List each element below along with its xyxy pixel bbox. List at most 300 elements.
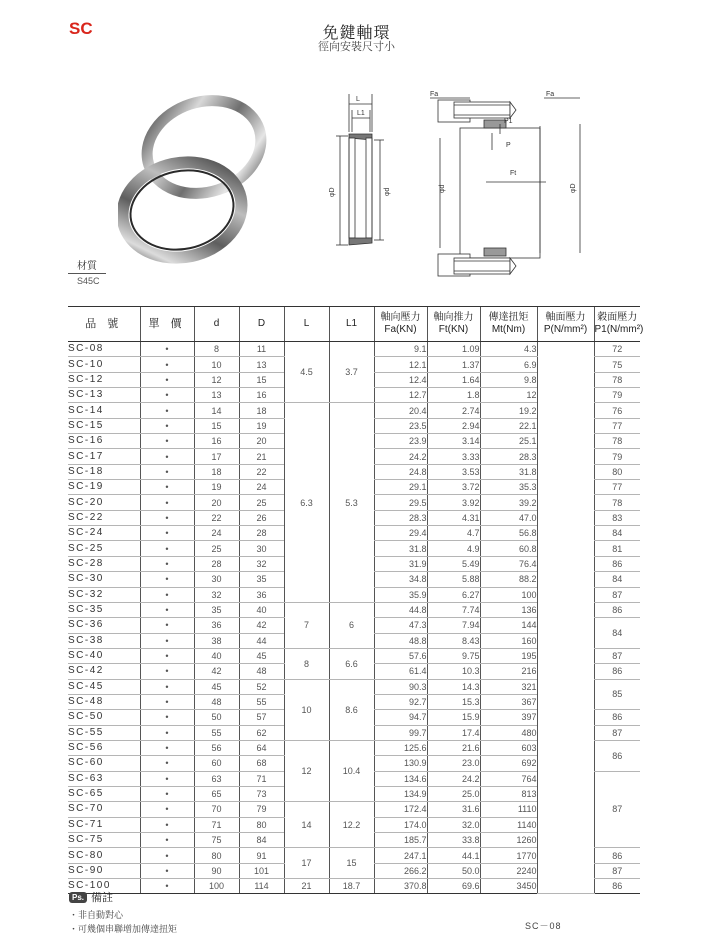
cell-fa: 24.2: [374, 449, 427, 464]
cell-code: SC-65: [68, 786, 140, 801]
cell-price: •: [140, 740, 194, 755]
cell-fa: 44.8: [374, 602, 427, 617]
cell-d: 28: [194, 556, 239, 571]
cell-code: SC-17: [68, 449, 140, 464]
cell-price: •: [140, 449, 194, 464]
cell-price: •: [140, 526, 194, 541]
cell-mt: 88.2: [480, 572, 537, 587]
cell-fa: 130.9: [374, 756, 427, 771]
cell-p1: 86: [594, 602, 640, 617]
cell-ft: 23.0: [427, 756, 480, 771]
cell-d: 15: [194, 418, 239, 433]
cell-ft: 1.8: [427, 388, 480, 403]
cell-ft: 5.88: [427, 572, 480, 587]
cell-L1: 15: [329, 848, 374, 879]
cell-p1: 75: [594, 357, 640, 372]
cell-ft: 4.31: [427, 510, 480, 525]
cell-p1: 80: [594, 464, 640, 479]
cell-p1: 78: [594, 495, 640, 510]
cell-price: •: [140, 388, 194, 403]
cell-price: •: [140, 372, 194, 387]
cell-L: 6.3: [284, 403, 329, 602]
cell-mt: 813: [480, 786, 537, 801]
cell-price: •: [140, 556, 194, 571]
cell-p1: 76: [594, 403, 640, 418]
cell-D: 64: [239, 740, 284, 755]
cell-code: SC-80: [68, 848, 140, 863]
cell-D: 48: [239, 664, 284, 679]
product-photo: [118, 92, 268, 267]
cell-p1: 78: [594, 434, 640, 449]
cell-fa: 31.8: [374, 541, 427, 556]
cell-ft: 31.6: [427, 802, 480, 817]
cell-d: 71: [194, 817, 239, 832]
cell-L: 7: [284, 602, 329, 648]
cell-ft: 17.4: [427, 725, 480, 740]
cell-code: SC-70: [68, 802, 140, 817]
cell-code: SC-71: [68, 817, 140, 832]
label-assembly-phi-D: φD: [570, 183, 577, 193]
cell-code: SC-12: [68, 372, 140, 387]
cell-p1: 86: [594, 740, 640, 771]
cell-mt: 603: [480, 740, 537, 755]
cell-mt: 22.1: [480, 418, 537, 433]
cell-ft: 10.3: [427, 664, 480, 679]
cell-D: 84: [239, 833, 284, 848]
table-header-row: [68, 307, 640, 342]
cell-D: 40: [239, 602, 284, 617]
cell-price: •: [140, 664, 194, 679]
cell-fa: 174.0: [374, 817, 427, 832]
cell-mt: 397: [480, 710, 537, 725]
cell-fa: 47.3: [374, 618, 427, 633]
cell-L: 17: [284, 848, 329, 879]
cell-ft: 1.09: [427, 342, 480, 357]
cell-d: 56: [194, 740, 239, 755]
cell-L1: 6.6: [329, 648, 374, 679]
cell-price: •: [140, 418, 194, 433]
cell-code: SC-30: [68, 572, 140, 587]
cell-D: 114: [239, 879, 284, 894]
cell-price: •: [140, 403, 194, 418]
cell-ft: 33.8: [427, 833, 480, 848]
cell-p: [537, 342, 594, 894]
cell-p1: 84: [594, 526, 640, 541]
cell-code: SC-08: [68, 342, 140, 357]
cell-mt: 25.1: [480, 434, 537, 449]
cell-fa: 23.9: [374, 434, 427, 449]
cell-fa: 9.1: [374, 342, 427, 357]
cell-D: 42: [239, 618, 284, 633]
cell-p1: 86: [594, 879, 640, 894]
cell-mt: 692: [480, 756, 537, 771]
notes-label: 備註: [91, 892, 114, 904]
cell-D: 101: [239, 863, 284, 878]
cell-d: 36: [194, 618, 239, 633]
cell-code: SC-56: [68, 740, 140, 755]
note-item: ・非自動對心: [69, 910, 124, 920]
cell-d: 63: [194, 771, 239, 786]
label-L1: L1: [357, 110, 365, 117]
cell-mt: 321: [480, 679, 537, 694]
cell-code: SC-63: [68, 771, 140, 786]
page-subtitle: 徑向安裝尺寸小: [318, 41, 395, 53]
cell-code: SC-22: [68, 510, 140, 525]
label-Fa-left: Fa: [430, 91, 439, 98]
cell-d: 55: [194, 725, 239, 740]
note-item: ・可幾個串聯增加傳達扭矩: [69, 924, 178, 934]
cell-D: 68: [239, 756, 284, 771]
cell-p1: 77: [594, 418, 640, 433]
header-d: d: [194, 307, 239, 342]
cell-ft: 4.7: [427, 526, 480, 541]
cell-price: •: [140, 648, 194, 663]
cell-price: •: [140, 480, 194, 495]
label-Fa-right: Fa: [546, 91, 555, 98]
cell-D: 44: [239, 633, 284, 648]
cell-D: 71: [239, 771, 284, 786]
cell-D: 91: [239, 848, 284, 863]
cell-p1: 87: [594, 725, 640, 740]
cell-d: 38: [194, 633, 239, 648]
cell-mt: 12: [480, 388, 537, 403]
cell-mt: 35.3: [480, 480, 537, 495]
cell-code: SC-100: [68, 879, 140, 894]
cell-D: 73: [239, 786, 284, 801]
cell-D: 28: [239, 526, 284, 541]
header-code: 品 號: [68, 307, 140, 342]
cell-price: •: [140, 802, 194, 817]
cell-price: •: [140, 694, 194, 709]
cell-code: SC-19: [68, 480, 140, 495]
brand-code: SC: [69, 19, 93, 38]
cell-d: 16: [194, 434, 239, 449]
cell-code: SC-45: [68, 679, 140, 694]
cell-price: •: [140, 833, 194, 848]
cell-code: SC-13: [68, 388, 140, 403]
cell-ft: 1.64: [427, 372, 480, 387]
cell-ft: 2.74: [427, 403, 480, 418]
cell-mt: 480: [480, 725, 537, 740]
cell-L1: 10.4: [329, 740, 374, 801]
label-Ft: Ft: [510, 170, 517, 177]
cell-price: •: [140, 541, 194, 556]
cell-code: SC-10: [68, 357, 140, 372]
cell-ft: 15.9: [427, 710, 480, 725]
cell-fa: 48.8: [374, 633, 427, 648]
cell-ft: 3.92: [427, 495, 480, 510]
cell-price: •: [140, 572, 194, 587]
cell-fa: 12.7: [374, 388, 427, 403]
cell-ft: 5.49: [427, 556, 480, 571]
cell-D: 30: [239, 541, 284, 556]
cell-fa: 29.1: [374, 480, 427, 495]
cell-D: 19: [239, 418, 284, 433]
cell-d: 65: [194, 786, 239, 801]
ps-badge: Ps.: [69, 892, 87, 903]
cell-fa: 370.8: [374, 879, 427, 894]
cell-D: 79: [239, 802, 284, 817]
cell-d: 32: [194, 587, 239, 602]
cell-fa: 247.1: [374, 848, 427, 863]
cell-mt: 1770: [480, 848, 537, 863]
cell-d: 48: [194, 694, 239, 709]
cell-D: 22: [239, 464, 284, 479]
cell-mt: 2240: [480, 863, 537, 878]
label-phi-D: φD: [329, 187, 336, 197]
cell-d: 70: [194, 802, 239, 817]
cell-ft: 1.37: [427, 357, 480, 372]
cell-price: •: [140, 618, 194, 633]
cell-d: 18: [194, 464, 239, 479]
cell-d: 42: [194, 664, 239, 679]
header-ft: 軸向推力 Ft(KN): [427, 307, 480, 342]
cell-d: 100: [194, 879, 239, 894]
cell-price: •: [140, 863, 194, 878]
cell-mt: 1260: [480, 833, 537, 848]
cell-L: 12: [284, 740, 329, 801]
cell-p1: 87: [594, 648, 640, 663]
cell-D: 11: [239, 342, 284, 357]
cell-fa: 28.3: [374, 510, 427, 525]
cell-p1: 72: [594, 342, 640, 357]
cell-fa: 92.7: [374, 694, 427, 709]
cell-fa: 266.2: [374, 863, 427, 878]
cell-d: 13: [194, 388, 239, 403]
cell-mt: 3450: [480, 879, 537, 894]
cell-L: 21: [284, 879, 329, 894]
cell-code: SC-32: [68, 587, 140, 602]
cell-code: SC-24: [68, 526, 140, 541]
cell-D: 45: [239, 648, 284, 663]
cell-d: 12: [194, 372, 239, 387]
cell-L: 14: [284, 802, 329, 848]
cell-mt: 160: [480, 633, 537, 648]
cell-d: 19: [194, 480, 239, 495]
cell-L1: 8.6: [329, 679, 374, 740]
header-price: 單 價: [140, 307, 194, 342]
cell-D: 16: [239, 388, 284, 403]
cell-fa: 125.6: [374, 740, 427, 755]
cell-mt: 19.2: [480, 403, 537, 418]
cell-fa: 99.7: [374, 725, 427, 740]
cell-ft: 44.1: [427, 848, 480, 863]
cell-mt: 28.3: [480, 449, 537, 464]
cell-price: •: [140, 342, 194, 357]
cell-fa: 90.3: [374, 679, 427, 694]
cell-fa: 134.9: [374, 786, 427, 801]
cell-code: SC-60: [68, 756, 140, 771]
cell-code: SC-18: [68, 464, 140, 479]
cell-code: SC-25: [68, 541, 140, 556]
cell-code: SC-20: [68, 495, 140, 510]
cell-L1: 5.3: [329, 403, 374, 602]
cell-p1: 83: [594, 510, 640, 525]
cell-ft: 69.6: [427, 879, 480, 894]
cell-ft: 25.0: [427, 786, 480, 801]
cell-p1: 78: [594, 372, 640, 387]
cell-p1: 86: [594, 664, 640, 679]
cell-d: 25: [194, 541, 239, 556]
cell-L: 10: [284, 679, 329, 740]
cell-D: 52: [239, 679, 284, 694]
cell-ft: 7.94: [427, 618, 480, 633]
cell-L: 4.5: [284, 342, 329, 403]
cell-code: SC-50: [68, 710, 140, 725]
cell-D: 55: [239, 694, 284, 709]
cell-ft: 3.33: [427, 449, 480, 464]
cell-p1: 77: [594, 480, 640, 495]
cell-price: •: [140, 710, 194, 725]
cell-d: 80: [194, 848, 239, 863]
cell-mt: 31.8: [480, 464, 537, 479]
cell-code: SC-15: [68, 418, 140, 433]
cell-price: •: [140, 848, 194, 863]
cell-D: 62: [239, 725, 284, 740]
cell-D: 20: [239, 434, 284, 449]
cell-d: 22: [194, 510, 239, 525]
cell-mt: 136: [480, 602, 537, 617]
cell-d: 8: [194, 342, 239, 357]
cell-fa: 12.4: [374, 372, 427, 387]
cell-fa: 24.8: [374, 464, 427, 479]
cell-D: 15: [239, 372, 284, 387]
cell-code: SC-40: [68, 648, 140, 663]
cell-price: •: [140, 602, 194, 617]
cell-p1: 79: [594, 388, 640, 403]
cell-fa: 29.4: [374, 526, 427, 541]
cell-D: 25: [239, 495, 284, 510]
cell-p1: 84: [594, 618, 640, 649]
header-L: L: [284, 307, 329, 342]
cell-ft: 3.14: [427, 434, 480, 449]
cell-fa: 31.9: [374, 556, 427, 571]
cell-p1: 84: [594, 572, 640, 587]
cell-price: •: [140, 510, 194, 525]
cell-price: •: [140, 725, 194, 740]
cell-mt: 6.9: [480, 357, 537, 372]
cell-ft: 6.27: [427, 587, 480, 602]
cell-L1: 12.2: [329, 802, 374, 848]
header-p1: 穀面壓力 P1(N/mm²): [594, 307, 640, 342]
cell-price: •: [140, 434, 194, 449]
cell-p1: 86: [594, 710, 640, 725]
cell-D: 21: [239, 449, 284, 464]
cell-D: 36: [239, 587, 284, 602]
cell-p1: 81: [594, 541, 640, 556]
cell-price: •: [140, 679, 194, 694]
cell-ft: 3.53: [427, 464, 480, 479]
cell-p1: 85: [594, 679, 640, 710]
cell-price: •: [140, 786, 194, 801]
cell-d: 24: [194, 526, 239, 541]
cell-mt: 56.8: [480, 526, 537, 541]
cell-mt: 76.4: [480, 556, 537, 571]
cell-fa: 94.7: [374, 710, 427, 725]
cell-code: SC-55: [68, 725, 140, 740]
cell-d: 14: [194, 403, 239, 418]
cell-fa: 172.4: [374, 802, 427, 817]
cell-price: •: [140, 771, 194, 786]
material-label: 材質: [77, 261, 97, 272]
cell-L1: 3.7: [329, 342, 374, 403]
cell-D: 13: [239, 357, 284, 372]
cell-ft: 32.0: [427, 817, 480, 832]
cell-d: 60: [194, 756, 239, 771]
cell-code: SC-90: [68, 863, 140, 878]
cell-fa: 35.9: [374, 587, 427, 602]
table-row: [68, 342, 640, 357]
assembly-drawing: [420, 88, 600, 288]
header-L1: L1: [329, 307, 374, 342]
cell-fa: 61.4: [374, 664, 427, 679]
cell-d: 50: [194, 710, 239, 725]
label-phi-d: φd: [384, 187, 391, 196]
cell-d: 35: [194, 602, 239, 617]
header-mt: 傳達扭矩 Mt(Nm): [480, 307, 537, 342]
cell-fa: 185.7: [374, 833, 427, 848]
cell-mt: 47.0: [480, 510, 537, 525]
label-P1: P1: [504, 118, 513, 125]
cell-mt: 4.3: [480, 342, 537, 357]
cell-fa: 12.1: [374, 357, 427, 372]
cell-D: 18: [239, 403, 284, 418]
cell-p1: 79: [594, 449, 640, 464]
cell-price: •: [140, 633, 194, 648]
cell-fa: 34.8: [374, 572, 427, 587]
cell-code: SC-35: [68, 602, 140, 617]
cell-p1: 86: [594, 848, 640, 863]
cell-L: 8: [284, 648, 329, 679]
cell-d: 10: [194, 357, 239, 372]
cell-p1: 87: [594, 771, 640, 848]
label-P: P: [506, 142, 511, 149]
cell-D: 24: [239, 480, 284, 495]
cell-code: SC-42: [68, 664, 140, 679]
cell-ft: 15.3: [427, 694, 480, 709]
cell-D: 32: [239, 556, 284, 571]
cell-p1: 87: [594, 863, 640, 878]
cell-fa: 20.4: [374, 403, 427, 418]
label-L: L: [356, 96, 360, 103]
material-value: S45C: [77, 276, 100, 286]
cell-ft: 9.75: [427, 648, 480, 663]
cell-mt: 367: [480, 694, 537, 709]
cell-code: SC-36: [68, 618, 140, 633]
material-divider: [68, 273, 106, 274]
cell-mt: 9.8: [480, 372, 537, 387]
cell-price: •: [140, 464, 194, 479]
cell-ft: 8.43: [427, 633, 480, 648]
cell-price: •: [140, 357, 194, 372]
cell-D: 35: [239, 572, 284, 587]
cell-code: SC-48: [68, 694, 140, 709]
cell-price: •: [140, 756, 194, 771]
header-fa: 軸向壓力 Fa(KN): [374, 307, 427, 342]
cell-d: 20: [194, 495, 239, 510]
cell-p1: 87: [594, 587, 640, 602]
page-title: 免鍵軸環: [322, 25, 391, 42]
cell-d: 90: [194, 863, 239, 878]
cell-price: •: [140, 817, 194, 832]
cell-code: SC-75: [68, 833, 140, 848]
cell-d: 40: [194, 648, 239, 663]
cell-mt: 144: [480, 618, 537, 633]
cell-code: SC-16: [68, 434, 140, 449]
cell-D: 80: [239, 817, 284, 832]
cell-price: •: [140, 587, 194, 602]
cell-D: 26: [239, 510, 284, 525]
